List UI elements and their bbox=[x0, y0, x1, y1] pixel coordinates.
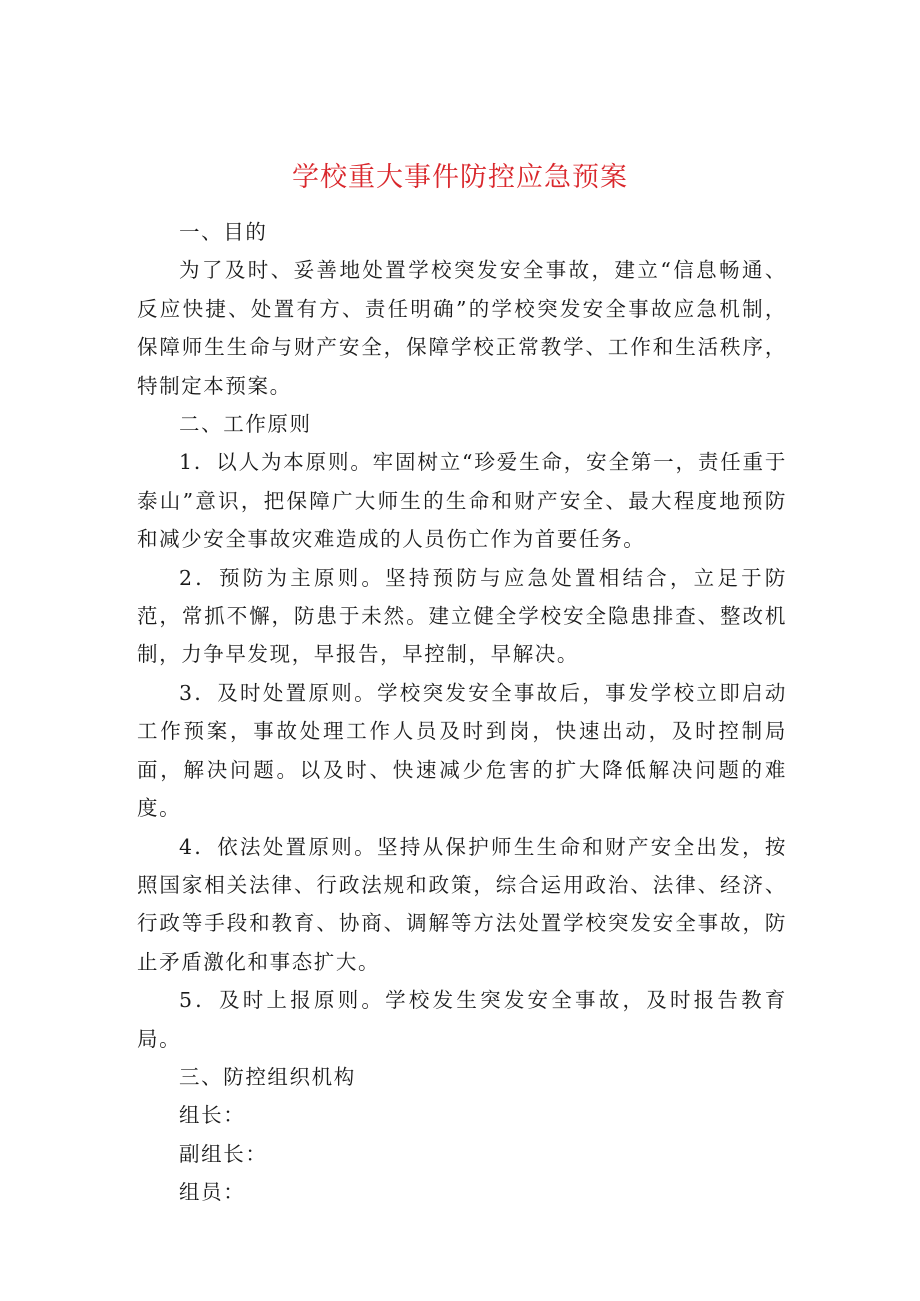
field-members: 组员： bbox=[179, 1180, 246, 1205]
document-body bbox=[137, 213, 787, 1212]
section-heading-organization: 三、防控组织机构 bbox=[179, 1064, 356, 1089]
document-title: 学校重大事件防控应急预案 bbox=[292, 162, 628, 193]
paragraph-principle-5: 5．及时上报原则。学校发生突发安全事故，及时报告教育局。 bbox=[137, 988, 787, 1051]
paragraph-purpose: 为了及时、妥善地处置学校突发安全事故，建立“信息畅通、反应快捷、处置有方、责任明确”的学校突发安全事故应急机制，保障师生生命与财产安全，保障学校正常教学、工作和生活秩序，特制定本预案。 bbox=[137, 258, 787, 398]
section-heading-principles: 二、工作原则 bbox=[179, 412, 312, 437]
paragraph-principle-2: 2．预防为主原则。坚持预防与应急处置相结合，立足于防范，常抓不懈，防患于未然。建立健全学校安全隐患排查、整改机制，力争早发现，早报告，早控制，早解决。 bbox=[137, 565, 787, 667]
section-heading-purpose: 一、目的 bbox=[179, 220, 268, 244]
paragraph-principle-1: 1．以人为本原则。牢固树立“珍爱生命，安全第一，责任重于泰山”意识，把保障广大师生的生命和财产安全、最大程度地预防和减少安全事故灾难造成的人员伤亡作为首要任务。 bbox=[137, 450, 787, 552]
field-deputy-leader: 副组长： bbox=[179, 1141, 268, 1166]
paragraph-principle-4: 4．依法处置原则。坚持从保护师生生命和财产安全出发，按照国家相关法律、行政法规和政策，综合运用政治、法律、经济、行政等手段和教育、协商、调解等方法处置学校突发安全事故，防止矛盾激化和事态扩大。 bbox=[137, 834, 787, 974]
field-group-leader: 组长： bbox=[179, 1103, 246, 1128]
paragraph-principle-3: 3．及时处置原则。学校突发安全事故后，事发学校立即启动工作预案，事故处理工作人员及时到岗，快速出动，及时控制局面，解决问题。以及时、快速减少危害的扩大降低解决问题的难度。 bbox=[137, 680, 787, 821]
